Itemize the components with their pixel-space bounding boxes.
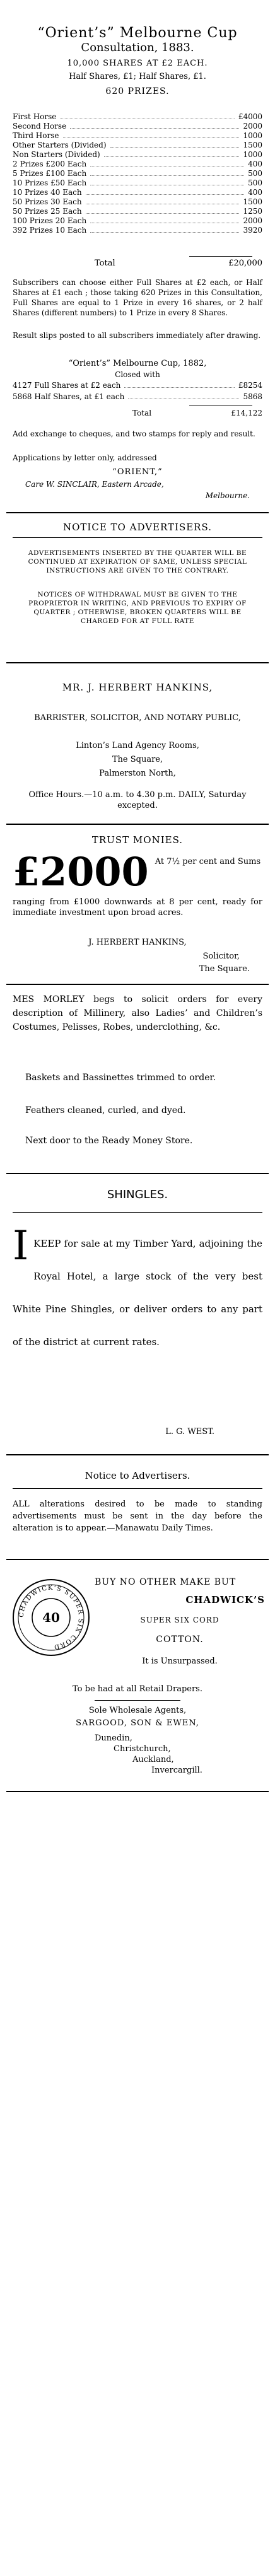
closed-row1-label: 4127 Full Shares at £2 each: [13, 381, 121, 390]
notice2-text: ALL alterations desired to be made to standing advertisements must be sent in the day before the alteration is to appear.—Manawatu Daily Times.: [13, 1500, 262, 1533]
prize-amount: 500: [248, 169, 262, 178]
orient-total-row: [0, 259, 275, 268]
leader-dots: [86, 207, 240, 214]
trust-place: The Square.: [199, 964, 250, 974]
chadwick-product2: COTTON.: [156, 1635, 204, 1645]
prize-amount: 500: [248, 178, 262, 187]
prize-amount: 400: [248, 160, 262, 168]
prize-row: [0, 141, 275, 150]
chadwick-seal-logo: [13, 1579, 90, 1656]
prize-label: 2 Prizes £200 Each: [13, 160, 87, 168]
divider: [189, 256, 252, 257]
prize-amount: 2000: [243, 122, 262, 131]
leader-dots: [90, 160, 244, 166]
chadwick-retail: To be had at all Retail Drapers.: [73, 1684, 202, 1694]
divider: [13, 1488, 262, 1489]
svg-text:40: 40: [42, 1610, 60, 1625]
orient-para2: Result slips posted to all subscribers immediately after drawing.: [13, 331, 261, 340]
hankins-hours: Office Hours.—10 a.m. to 4.30 p.m. DAILY, Saturday excepted.: [28, 790, 247, 810]
section-rule: [6, 512, 269, 513]
section-rule: [6, 662, 269, 663]
hankins-square: The Square,: [112, 755, 163, 764]
section-rule: [6, 1791, 269, 1792]
leader-dots: [86, 197, 240, 204]
prize-row: [0, 112, 275, 122]
leader-dots: [128, 392, 239, 399]
trust-text-head: At 7½ per cent and Sums: [155, 857, 261, 866]
leader-dots: [90, 178, 244, 185]
prize-row: [0, 178, 275, 188]
prize-label: Second Horse: [13, 122, 67, 131]
closed-total-label: Total: [132, 409, 152, 417]
section-rule: [6, 1559, 269, 1560]
orient-total-label: Total: [95, 259, 115, 268]
prize-row: [0, 197, 275, 207]
prize-amount: 1500: [243, 141, 262, 149]
prize-row: [0, 226, 275, 235]
prize-row: [0, 207, 275, 216]
divider: [13, 537, 262, 538]
orient-para1: Subscribers can choose either Full Shares at £2 each, or Half Shares at £1 each ; those taking 620 Prizes in this Consultation, Full Shares are equal to 1 Prize in every 16 shares, or 2 half Shares (different numbers) to 1 Prize in every 8 Shares.: [13, 278, 262, 317]
prize-label: Third Horse: [13, 131, 59, 140]
orient-para4: Applications by letter only, addressed: [13, 453, 157, 462]
prize-amount: 1500: [243, 197, 262, 206]
trust-text: ranging from £1000 downwards at 8 per cent, ready for immediate investment upon broad acres.: [13, 897, 262, 918]
orient-para3: Add exchange to cheques, and two stamps for reply and result.: [13, 429, 255, 438]
closed-row2-amount: 5868: [243, 392, 262, 401]
prize-amount: 1000: [243, 150, 262, 159]
chadwick-city: Invercargill.: [151, 1766, 202, 1775]
trust-amount: £2000: [13, 849, 149, 895]
shingles-body: [0, 1223, 275, 1358]
prize-label: First Horse: [13, 112, 57, 121]
prize-label: 50 Prizes 25 Each: [13, 207, 82, 216]
hankins-rooms: Linton’s Land Agency Rooms,: [76, 741, 199, 750]
orient-address-city: Melbourne.: [205, 491, 250, 500]
notice2-heading: Notice to Advertisers.: [85, 1470, 190, 1481]
prize-row: [0, 169, 275, 178]
prize-amount: 2000: [243, 216, 262, 225]
prize-row: [0, 150, 275, 160]
prize-amount: 1250: [243, 207, 262, 216]
leader-dots: [110, 141, 240, 148]
prize-label: 50 Prizes 30 Each: [13, 197, 82, 206]
divider: [13, 1212, 262, 1213]
prize-label: 10 Prizes 40 Each: [13, 188, 82, 197]
section-rule: [6, 1454, 269, 1455]
leader-dots: [86, 188, 245, 195]
shingles-heading: SHINGLES.: [107, 1188, 168, 1201]
hankins-town: Palmerston North,: [99, 769, 176, 778]
prize-row: [0, 216, 275, 226]
orient-title: “Orient’s” Melbourne Cup: [37, 25, 238, 41]
prize-row: [0, 160, 275, 169]
morley-text: MES MORLEY begs to solicit orders for every description of Millinery, also Ladies’ and Children’s Costumes, Pelisses, Robes, underclothing, &c.: [13, 994, 262, 1032]
shingles-sign: L. G. WEST.: [165, 1427, 214, 1437]
prize-label: Other Starters (Divided): [13, 141, 107, 149]
orient-closed-row1: [0, 381, 275, 390]
orient-ad: [0, 25, 275, 98]
orient-address-line: Care W. SINCLAIR, Eastern Arcade,: [25, 480, 164, 489]
chadwick-cities: [0, 1733, 275, 1776]
svg-text:CHADWICK'S SUPER SIX CORD: CHADWICK'S SUPER SIX CORD: [18, 1584, 85, 1651]
notice1-para2: NOTICES OF WITHDRAWAL MUST BE GIVEN TO THE PROPRIETOR IN WRITING, AND PREVIOUS TO EXPIRY OF QUARTER ; OTHERWISE, BROKEN QUARTERS WILL BE CHARGED FOR AT FULL RATE: [28, 591, 247, 625]
notice1-heading: NOTICE TO ADVERTISERS.: [63, 522, 212, 533]
prize-label: Non Starters (Divided): [13, 150, 100, 159]
prize-amount: 3920: [243, 226, 262, 235]
chadwick-brand: CHADWICK’S: [185, 1594, 265, 1606]
trust-name: J. HERBERT HANKINS,: [88, 938, 187, 947]
shingles-dropcap: I: [13, 1223, 29, 1269]
orient-address-name: “ORIENT,”: [112, 467, 163, 477]
notice1-para1: ADVERTISEMENTS INSERTED BY THE QUARTER WILL BE CONTINUED AT EXPIRATION OF SAME, UNLESS SPECIAL INSTRUCTIONS ARE GIVEN TO THE CONTRARY.: [28, 549, 247, 574]
leader-dots: [63, 131, 240, 138]
orient-half-line: Half Shares, £1; Half Shares, £1.: [69, 72, 206, 81]
section-rule: [6, 824, 269, 825]
trust-role: Solicitor,: [202, 952, 240, 961]
prize-label: 10 Prizes £50 Each: [13, 178, 87, 187]
chadwick-city: Christchurch,: [114, 1744, 171, 1754]
chadwick-city: Auckland,: [132, 1755, 174, 1764]
chadwick-agents: SARGOOD, SON & EWEN,: [76, 1718, 199, 1728]
morley-line4: Next door to the Ready Money Store.: [25, 1136, 193, 1146]
trust-body: [0, 849, 275, 895]
prize-amount: £4000: [238, 112, 262, 121]
orient-shares-line: 10,000 SHARES AT £2 EACH.: [67, 59, 208, 68]
leader-dots: [90, 226, 239, 233]
leader-dots: [70, 122, 239, 129]
prize-row: [0, 122, 275, 131]
orient-closed-row2: [0, 392, 275, 402]
orient-closed-total: [0, 409, 275, 418]
chadwick-line1: BUY NO OTHER MAKE BUT: [95, 1577, 237, 1587]
morley-line2: Baskets and Bassinettes trimmed to order.: [25, 1073, 216, 1083]
shingles-text: KEEP for sale at my Timber Yard, adjoining the Royal Hotel, a large stock of the very best White Pine Shingles, or deliver orders to any part of the district at current rates.: [13, 1238, 262, 1348]
closed-row1-amount: £8254: [238, 381, 262, 390]
prize-label: 100 Prizes 20 Each: [13, 216, 87, 225]
chadwick-city: Dunedin,: [95, 1734, 132, 1743]
orient-prize-list: [0, 112, 275, 235]
prize-amount: 400: [248, 188, 262, 197]
prize-row: [0, 188, 275, 197]
section-rule: [6, 1173, 269, 1174]
chadwick-product1: SUPER SIX CORD: [140, 1616, 219, 1624]
prize-label: 5 Prizes £100 Each: [13, 169, 87, 178]
seal-graphic: [14, 1580, 88, 1655]
leader-dots: [60, 112, 234, 119]
chadwick-agents-head: Sole Wholesale Agents,: [88, 1706, 187, 1715]
chadwick-claim: It is Unsurpassed.: [142, 1657, 218, 1666]
orient-closed-line2: Closed with: [115, 370, 160, 379]
leader-dots: [124, 381, 234, 388]
divider: [95, 1700, 180, 1701]
section-rule: [6, 984, 269, 985]
orient-total-amount: £20,000: [228, 259, 262, 268]
leader-dots: [90, 169, 244, 176]
hankins-name: MR. J. HERBERT HANKINS,: [62, 682, 213, 693]
trust-heading: TRUST MONIES.: [91, 834, 184, 846]
prize-row: [0, 131, 275, 141]
closed-total-amount: £14,122: [231, 409, 262, 417]
prize-amount: 1000: [243, 131, 262, 140]
prize-label: 392 Prizes 10 Each: [13, 226, 87, 235]
closed-row2-label: 5868 Half Shares, at £1 each: [13, 392, 125, 401]
orient-prizes-heading: 620 PRIZES.: [105, 86, 170, 96]
orient-subtitle: Consultation, 1883.: [81, 41, 194, 54]
orient-closed-line1: “Orient’s” Melbourne Cup, 1882,: [68, 359, 207, 368]
leader-dots: [104, 150, 240, 157]
morley-line3: Feathers cleaned, curled, and dyed.: [25, 1105, 186, 1116]
leader-dots: [90, 216, 239, 223]
hankins-title: BARRISTER, SOLICITOR, AND NOTARY PUBLIC,: [34, 713, 241, 723]
